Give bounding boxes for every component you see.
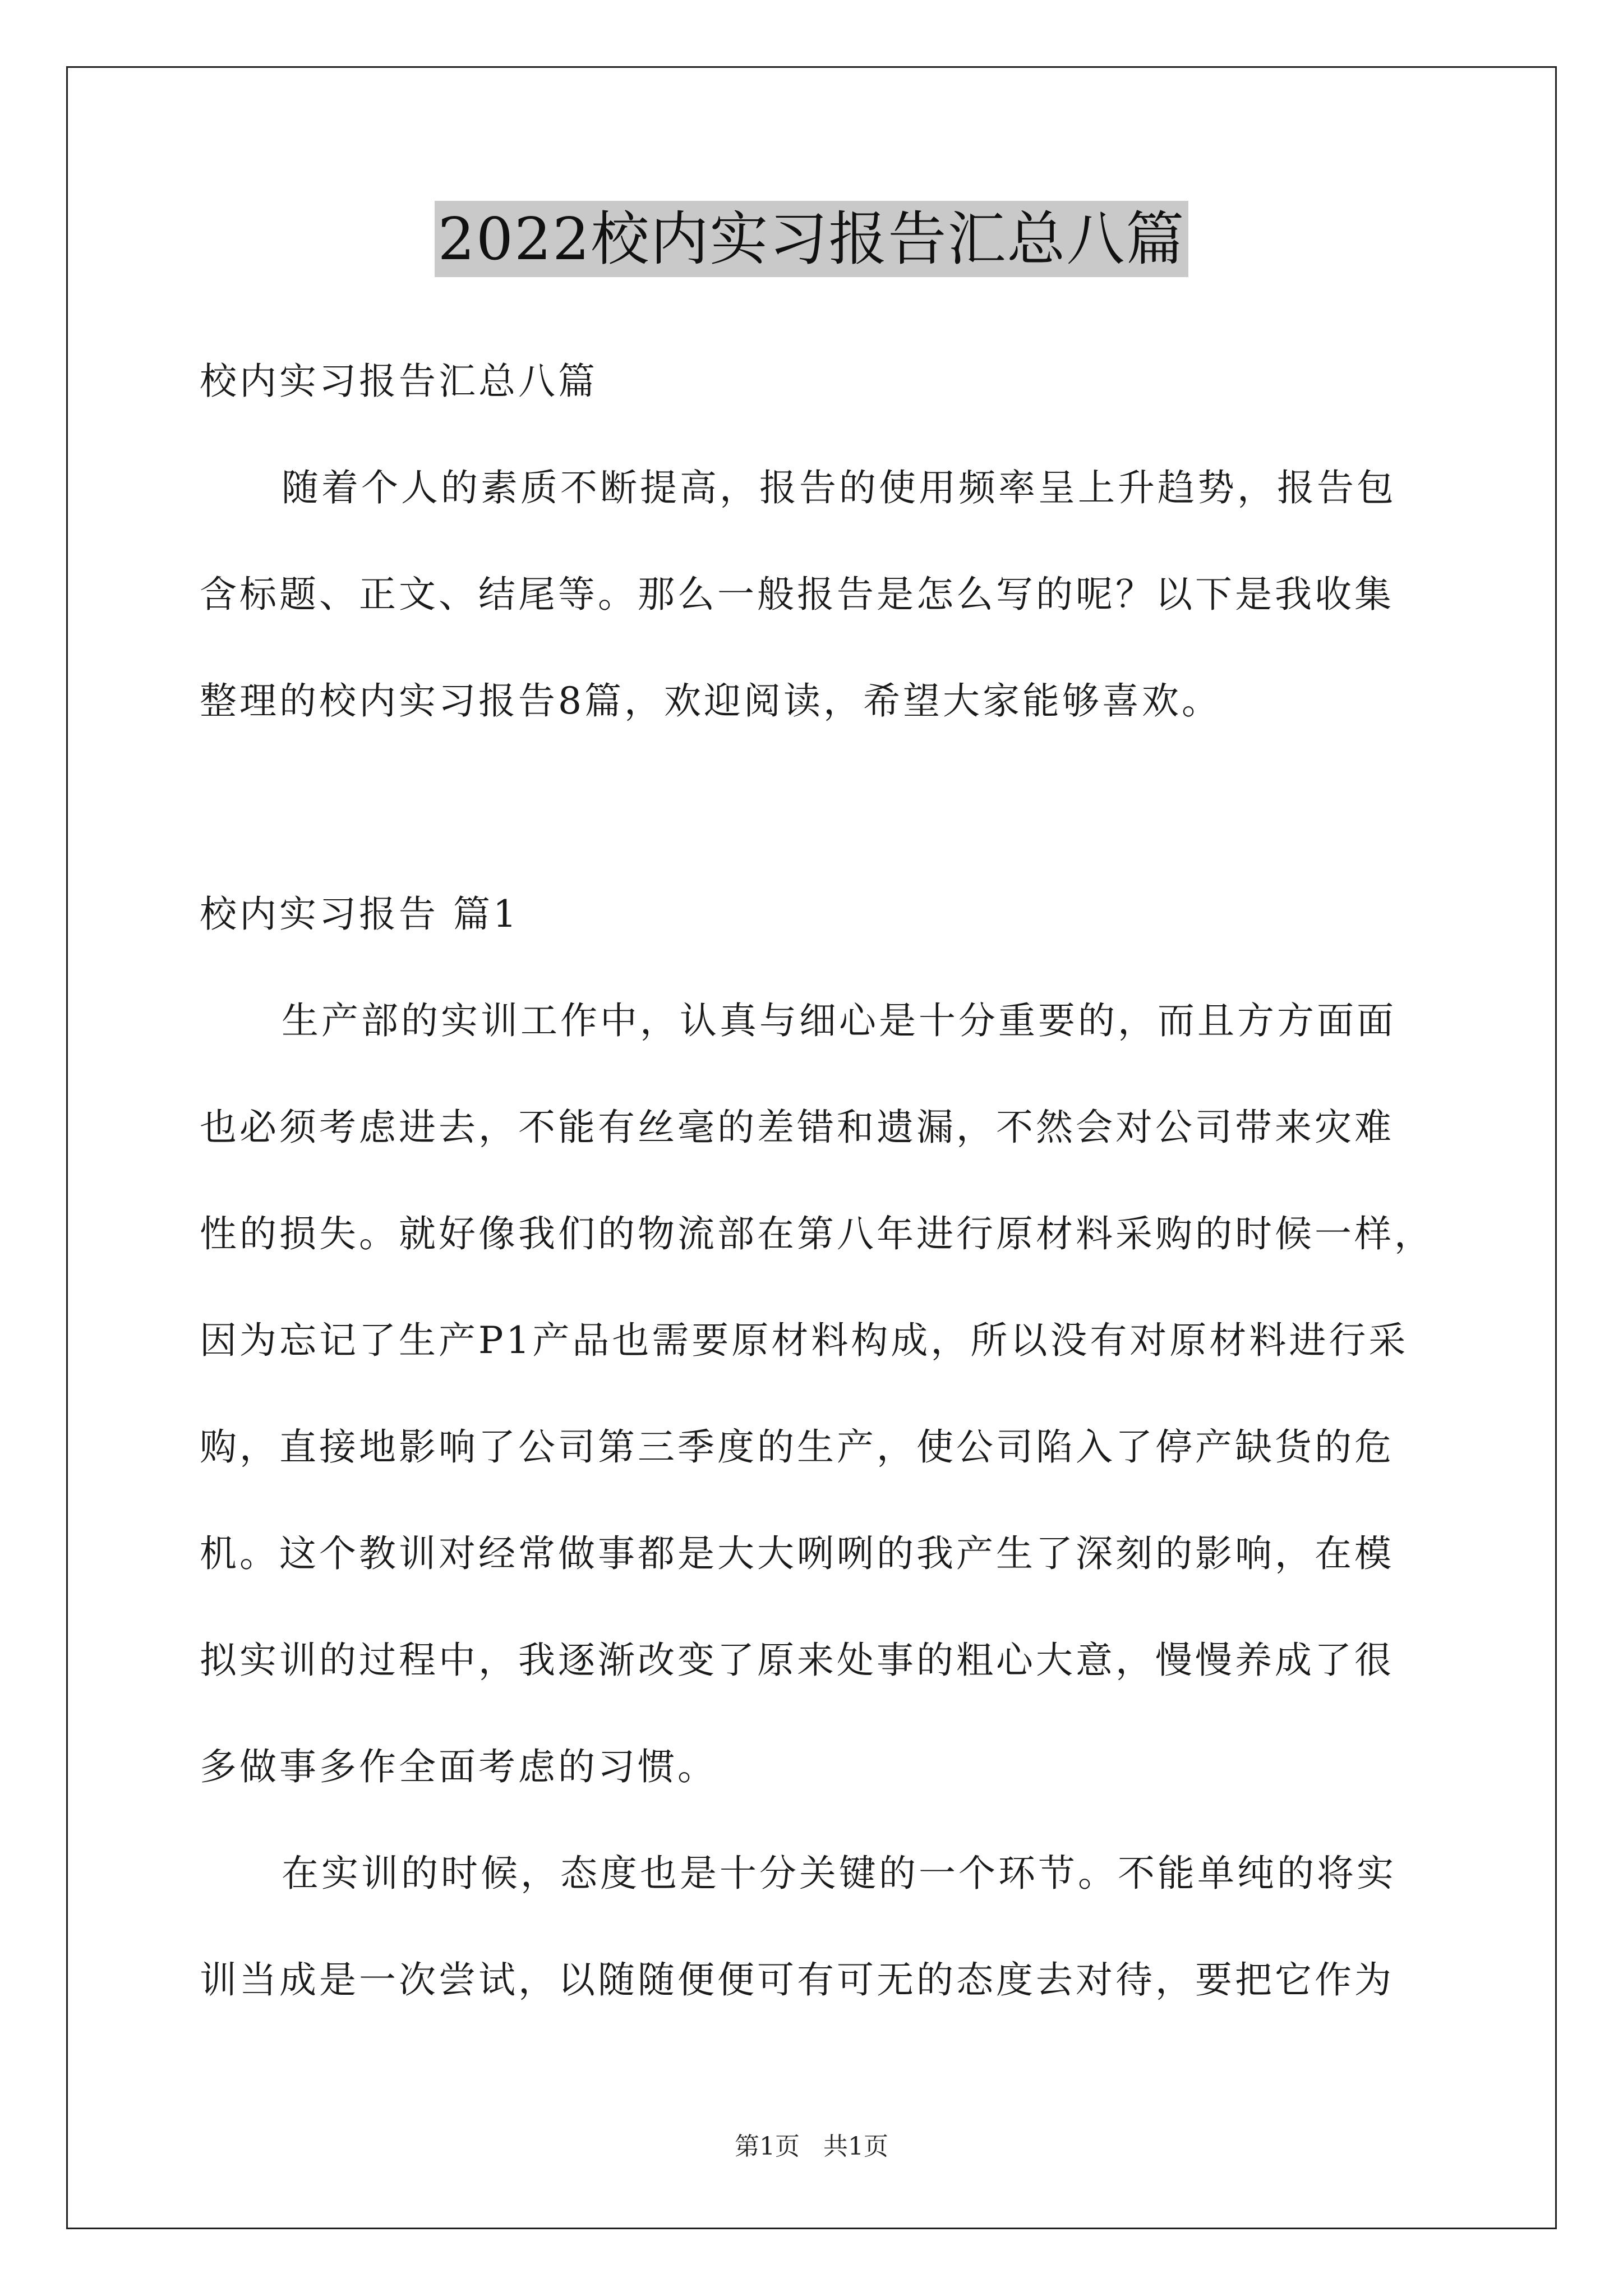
paragraph-line: 训当成是一次尝试，以随随便便可有可无的态度去对待，要把它作为 (200, 1958, 1394, 2001)
intro-line: 含标题、正文、结尾等。那么一般报告是怎么写的呢？以下是我收集 (200, 573, 1394, 616)
paragraph-line: 在实训的时候，态度也是十分关键的一个环节。不能单纯的将实 (282, 1852, 1396, 1895)
paragraph-line: 机。这个教训对经常做事都是大大咧咧的我产生了深刻的影响，在模 (200, 1532, 1394, 1575)
intro-line: 随着个人的素质不断提高，报告的使用频率呈上升趋势，报告包 (282, 466, 1396, 509)
page-footer (0, 2126, 1623, 2162)
document-title: 2022校内实习报告汇总八篇 (435, 201, 1189, 277)
paragraph-line: 也必须考虑进去，不能有丝毫的差错和遗漏，不然会对公司带来灾难 (200, 1106, 1394, 1149)
paragraph-line: 生产部的实训工作中，认真与细心是十分重要的，而且方方面面 (282, 999, 1396, 1042)
intro-line: 整理的校内实习报告8篇，欢迎阅读，希望大家能够喜欢。 (200, 679, 1221, 723)
document-subtitle: 校内实习报告汇总八篇 (200, 360, 598, 403)
paragraph-line: 拟实训的过程中，我逐渐改变了原来处事的粗心大意，慢慢养成了很 (200, 1639, 1394, 1682)
title-container (0, 201, 1623, 277)
section-heading: 校内实习报告 篇1 (200, 892, 519, 936)
paragraph-line: 性的损失。就好像我们的物流部在第八年进行原材料采购的时候一样， (200, 1212, 1434, 1255)
paragraph-line: 多做事多作全面考虑的习惯。 (200, 1745, 717, 1788)
page-total: 共1页 (823, 2132, 888, 2161)
paragraph-line: 因为忘记了生产P1产品也需要原材料构成，所以没有对原材料进行采 (200, 1319, 1409, 1362)
paragraph-line: 购，直接地影响了公司第三季度的生产，使公司陷入了停产缺货的危 (200, 1425, 1394, 1469)
page-number: 第1页 (735, 2132, 800, 2161)
